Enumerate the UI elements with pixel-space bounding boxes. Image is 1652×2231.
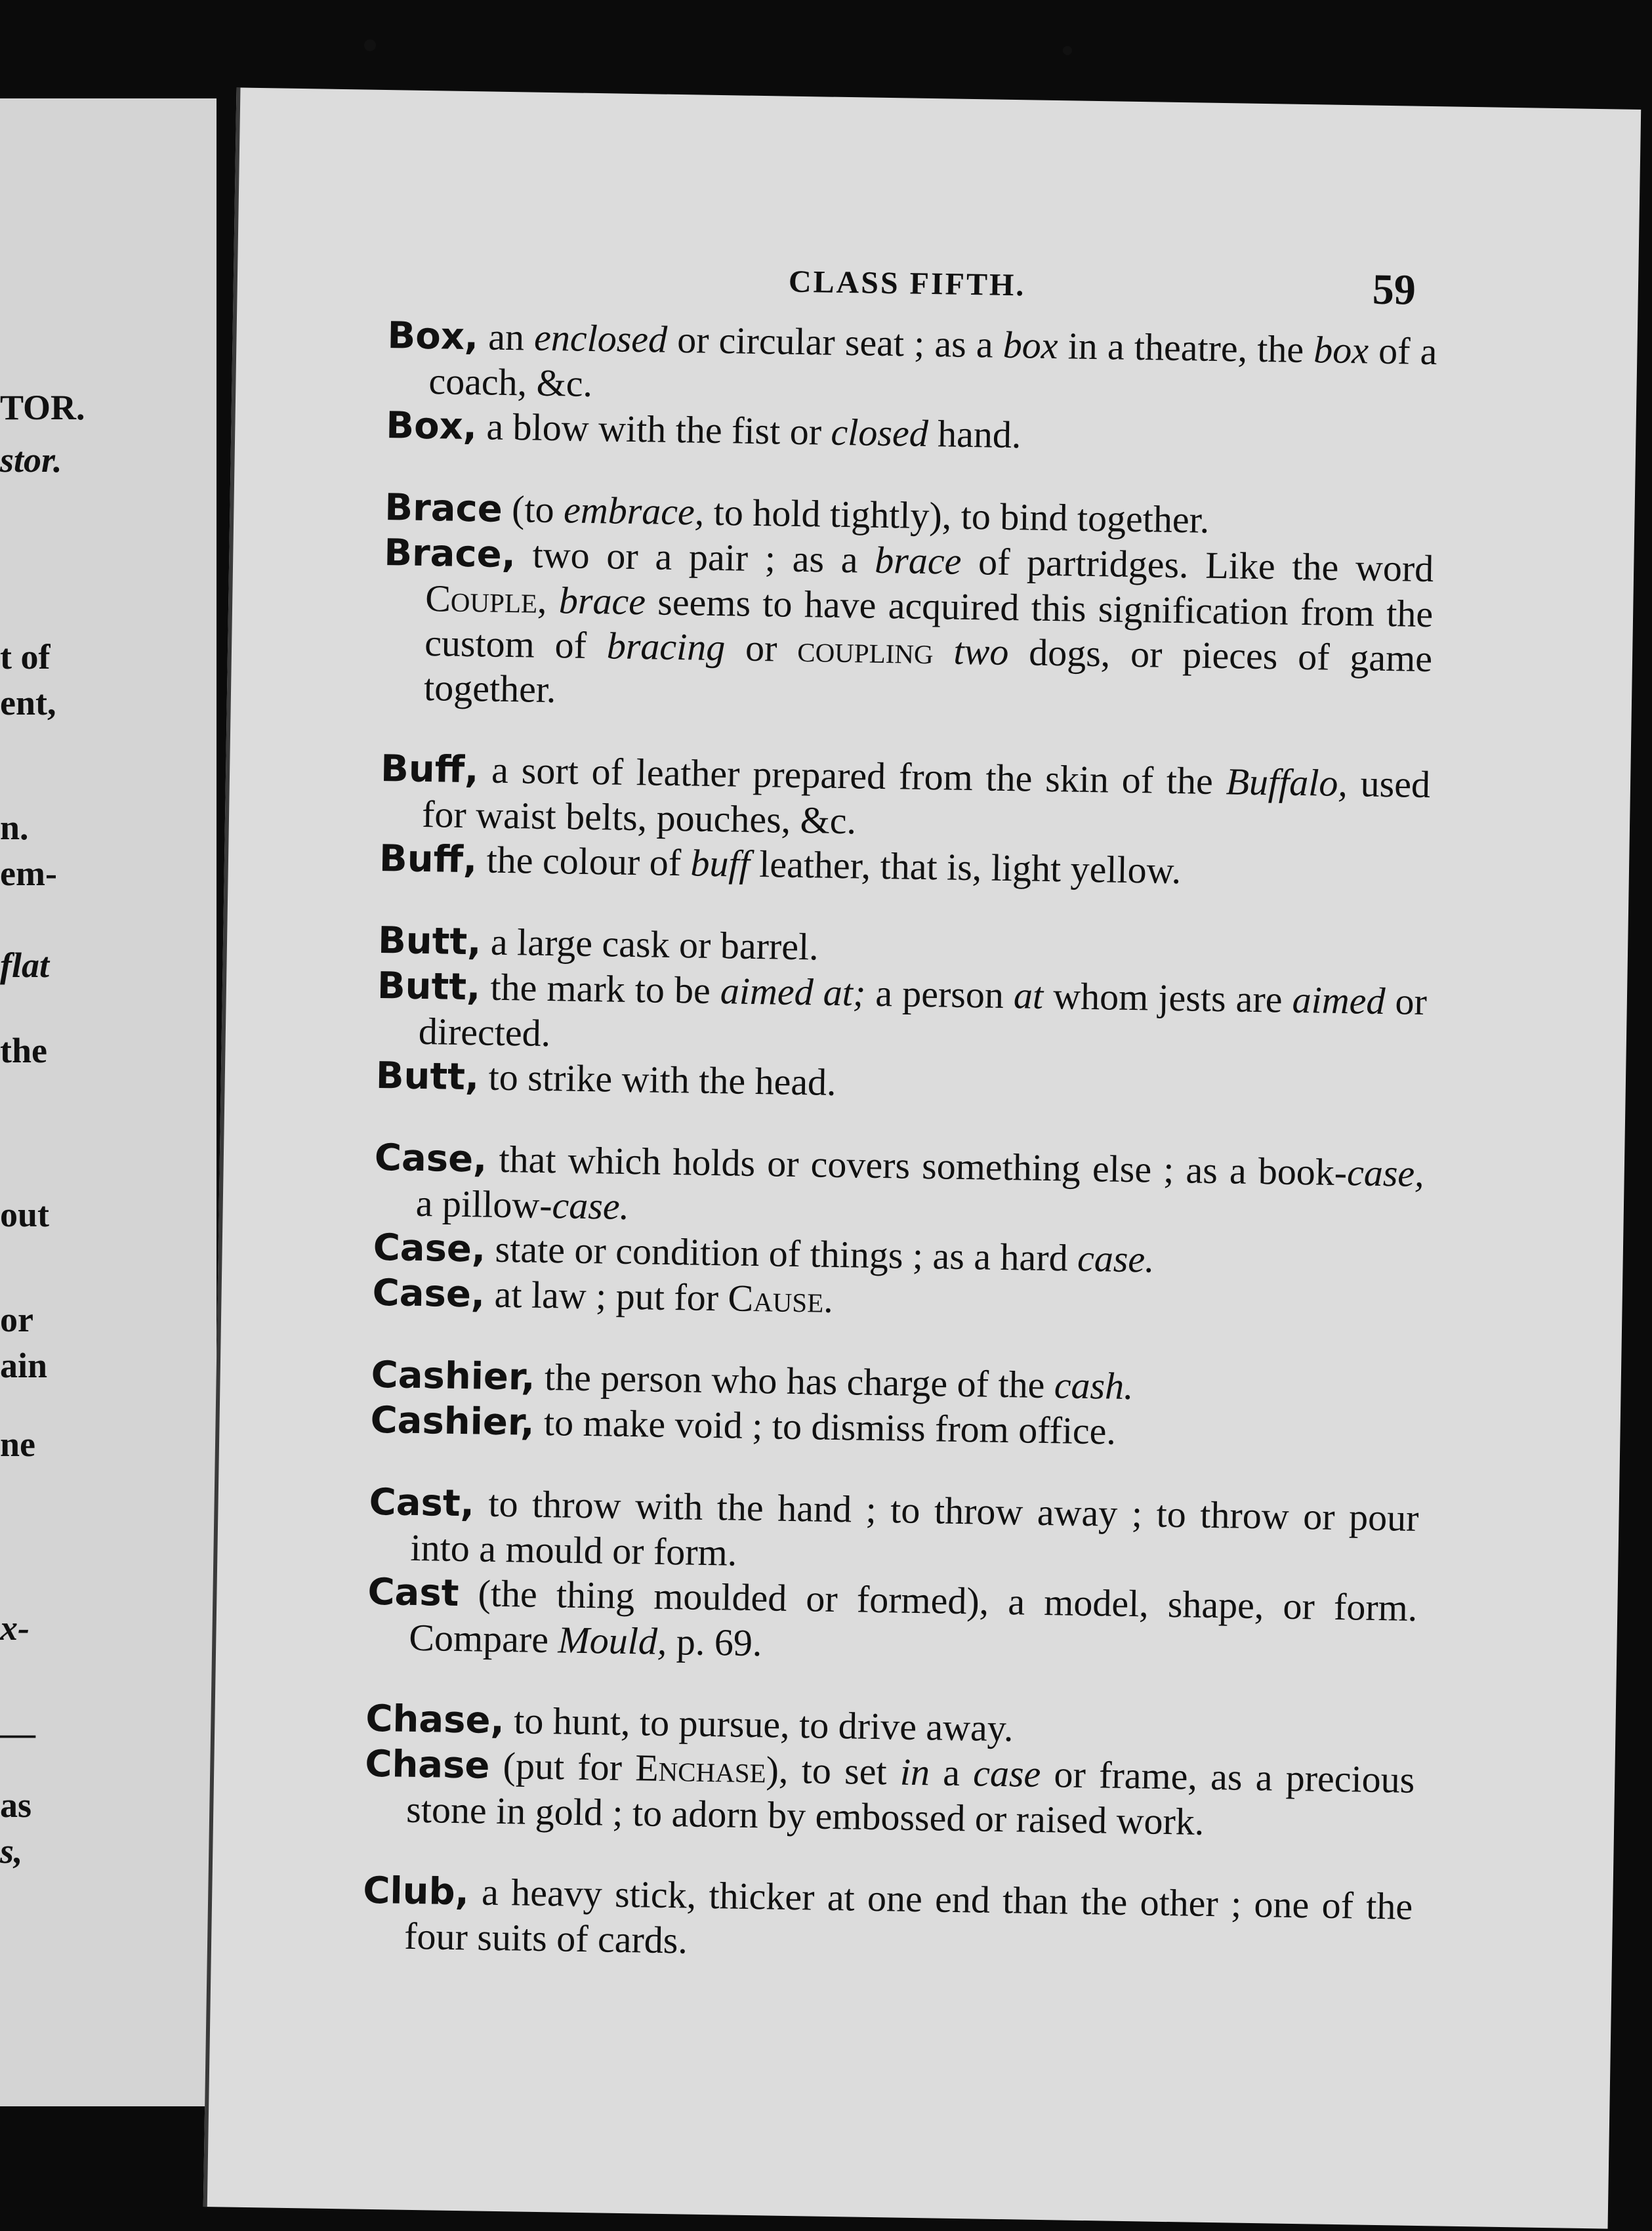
dictionary-entry <box>376 963 1427 1070</box>
dictionary-entry <box>367 1570 1418 1676</box>
entry-headword: Club, <box>362 1869 470 1914</box>
entry-text: aimed <box>1292 978 1386 1023</box>
entry-text: or circular seat ; as a <box>667 318 1004 366</box>
running-head-title: CLASS FIFTH. <box>788 264 1026 303</box>
entry-group <box>375 918 1428 1115</box>
entry-text: two or a pair ; as a <box>515 533 875 581</box>
entry-text: at law ; put for <box>484 1272 729 1320</box>
entry-text: Cause. <box>728 1276 834 1321</box>
entry-text: whom jests are <box>1043 974 1293 1021</box>
ink-speck <box>364 39 376 51</box>
entry-headword: Brace, <box>383 532 516 577</box>
entry-text: closed <box>831 410 929 455</box>
dictionary-entries <box>361 313 1437 2011</box>
entry-text: hand. <box>928 412 1022 457</box>
entry-text: box <box>1313 328 1369 372</box>
entry-group <box>370 1352 1421 1459</box>
entry-text: Buffalo, <box>1226 760 1348 805</box>
entry-headword: Cast <box>367 1570 460 1615</box>
entry-text: to make void ; to dismiss from office. <box>534 1400 1117 1453</box>
entry-text: buff <box>690 841 751 885</box>
entry-text: a person <box>865 971 1014 1017</box>
entry-text: ), to set <box>766 1748 901 1793</box>
entry-headword: Case, <box>373 1226 486 1271</box>
entry-text: coupling <box>796 627 934 673</box>
entry-text: box <box>1002 323 1059 367</box>
entry-text: a sort of leather prepared from the skin of the <box>478 748 1227 803</box>
entry-group <box>367 1480 1419 1676</box>
entry-text: to strike with the head. <box>478 1055 837 1104</box>
dictionary-entry <box>382 530 1434 726</box>
entry-headword: Case, <box>374 1136 487 1181</box>
entry-text: embrace, <box>563 488 705 533</box>
entry-headword: Case, <box>372 1271 485 1316</box>
entry-headword: Box, <box>387 314 479 359</box>
dictionary-entry <box>368 1480 1419 1586</box>
dictionary-entry <box>380 746 1431 852</box>
entry-headword: Cast, <box>369 1480 475 1526</box>
entry-text: that which holds or covers something else ; as a book- <box>486 1137 1348 1194</box>
facing-page-fragment: ent, <box>0 683 56 722</box>
entry-text: Couple, <box>424 577 548 621</box>
entry-text: used for waist belts, pouches, &c. <box>421 762 1431 843</box>
entry-headword: Chase, <box>365 1697 505 1743</box>
entry-text <box>547 579 559 621</box>
entry-headword: Butt, <box>375 1054 480 1099</box>
facing-page-fragment: the <box>0 1031 47 1070</box>
ink-speck <box>1063 46 1072 55</box>
entry-headword: Cashier, <box>370 1398 535 1444</box>
entry-group <box>364 1696 1416 1848</box>
entry-text: bracing <box>606 624 726 669</box>
entry-text: a blow with the fist or <box>476 405 832 453</box>
entry-text: cash. <box>1054 1364 1134 1408</box>
book-page <box>203 87 1641 2228</box>
entry-text: case <box>972 1751 1041 1795</box>
facing-page-fragment: TOR. <box>0 388 85 427</box>
dictionary-entry <box>362 1868 1413 1974</box>
entry-text: the person who has charge of the <box>535 1355 1055 1407</box>
page-number: 59 <box>1372 265 1416 314</box>
dictionary-entry <box>386 313 1437 419</box>
facing-page-fragment: — <box>0 1713 35 1753</box>
entry-headword: Butt, <box>377 919 482 964</box>
facing-page-fragment: em- <box>0 854 57 893</box>
entry-text: the mark to be <box>480 965 721 1012</box>
facing-page-fragment: out <box>0 1195 50 1234</box>
entry-text: state or condition of things ; as a hard <box>485 1227 1078 1280</box>
dictionary-entry <box>373 1135 1424 1241</box>
entry-headword: Chase <box>364 1742 490 1787</box>
entry-text: at <box>1013 974 1044 1017</box>
entry-group <box>362 1868 1413 1974</box>
entry-group <box>372 1135 1424 1332</box>
entry-text: case. <box>1077 1236 1155 1281</box>
entry-text: (the thing moulded or formed), a model, shape, or form. Compare <box>408 1571 1418 1661</box>
entry-text: of partridges. Like the word <box>960 539 1434 591</box>
facing-page-fragment: x- <box>0 1608 30 1648</box>
entry-text: or <box>724 626 798 670</box>
entry-text: a pillow- <box>415 1181 553 1227</box>
entry-text: to throw with the hand ; to throw away ; to throw or pour into a mould or form. <box>410 1482 1419 1574</box>
facing-page-fragment: t of <box>0 637 51 677</box>
entry-text: to hunt, to pursue, to drive away. <box>504 1699 1014 1750</box>
facing-page-fragment: ain <box>0 1346 48 1385</box>
entry-text: enclosed <box>533 316 668 361</box>
entry-text: Enchase <box>634 1746 767 1791</box>
entry-headword: Butt, <box>377 964 481 1009</box>
entry-text: an <box>478 315 535 359</box>
entry-text: p. 69. <box>666 1619 762 1665</box>
entry-group <box>386 313 1437 465</box>
entry-text: brace <box>558 579 646 623</box>
facing-page-fragment: s, <box>0 1831 23 1871</box>
entry-text: of a coach, &c. <box>428 329 1437 405</box>
entry-headword: Buff, <box>379 837 478 882</box>
entry-text: brace <box>874 538 962 583</box>
entry-headword: Buff, <box>380 747 479 792</box>
entry-text: or directed. <box>418 980 1428 1055</box>
entry-headword: Brace <box>384 486 503 531</box>
facing-page-fragment: stor. <box>0 440 62 480</box>
facing-page-fragment: n. <box>0 808 29 847</box>
facing-page-fragment: as <box>0 1785 32 1825</box>
entry-text: to hold tightly), to bind together. <box>703 490 1210 541</box>
facing-page-fragment: flat <box>0 946 49 985</box>
entry-text: a <box>929 1751 974 1795</box>
facing-page-fragment: ne <box>0 1425 35 1464</box>
entry-text: in a theatre, the <box>1058 324 1314 371</box>
facing-page-fragment: or <box>0 1300 33 1339</box>
entry-text: case. <box>552 1184 630 1228</box>
entry-text: leather, that is, light yellow. <box>749 842 1182 892</box>
entry-text: (put for <box>489 1743 636 1789</box>
entry-text: dogs, or pieces of game together. <box>423 630 1433 711</box>
entry-text: two <box>953 629 1009 673</box>
entry-text: aimed at; <box>720 969 866 1014</box>
entry-text: in <box>899 1750 930 1794</box>
entry-text: case, <box>1346 1151 1425 1196</box>
entry-text: a large cask or barrel. <box>480 920 819 969</box>
entry-text: a heavy stick, thicker at one end than the other ; one of the four suits of cards. <box>403 1870 1413 1962</box>
entry-text: Mould, <box>558 1618 667 1663</box>
dictionary-entry <box>364 1741 1415 1848</box>
entry-headword: Box, <box>385 404 478 449</box>
entry-group <box>379 746 1431 898</box>
entry-text: seems to have acquired this signification from the custom of <box>424 580 1434 667</box>
entry-text: the colour of <box>476 838 692 885</box>
entry-text <box>933 629 954 672</box>
entry-text: (to <box>502 487 564 532</box>
facing-page-edge <box>0 98 217 2106</box>
entry-group <box>382 485 1435 726</box>
entry-headword: Cashier, <box>371 1353 536 1399</box>
entry-text: or frame, as a precious stone in gold ; to adorn by embossed or raised work. <box>405 1752 1415 1843</box>
